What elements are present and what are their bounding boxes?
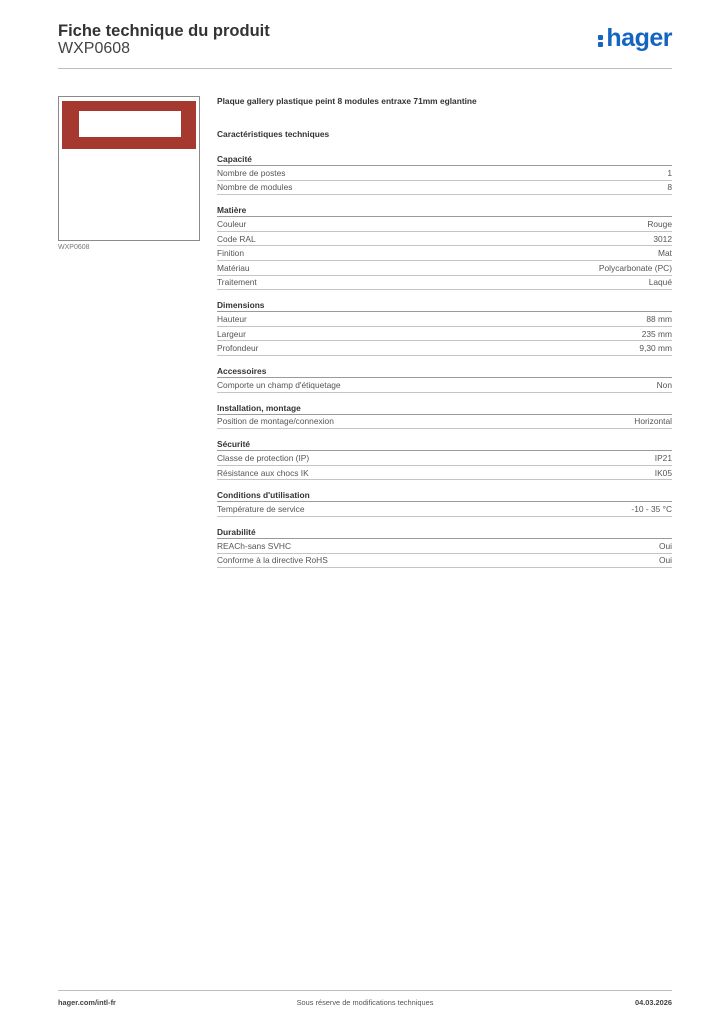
spec-value: 3012 [653, 233, 672, 244]
spec-label: Conforme à la directive RoHS [217, 555, 328, 566]
spec-row [217, 217, 672, 232]
spec-value: IP21 [654, 452, 672, 463]
spec-sections [217, 154, 672, 568]
spec-label: Résistance aux chocs IK [217, 467, 309, 478]
spec-row [217, 166, 672, 181]
spec-section [217, 300, 672, 356]
spec-row [217, 181, 672, 196]
logo-colon-icon [597, 27, 605, 49]
spec-row [217, 466, 672, 481]
footer-divider [58, 990, 672, 991]
spec-row [217, 261, 672, 276]
spec-label: Finition [217, 248, 244, 259]
spec-label: Traitement [217, 277, 257, 288]
specs-heading: Caractéristiques techniques [217, 129, 330, 139]
product-description: Plaque gallery plastique peint 8 modules entraxe 71mm eglantine [217, 96, 477, 106]
section-title: Conditions d'utilisation [217, 490, 672, 502]
spec-row [217, 451, 672, 466]
spec-row [217, 378, 672, 393]
section-title: Capacité [217, 154, 672, 166]
image-caption: WXP0608 [58, 244, 90, 251]
spec-label: Nombre de postes [217, 167, 286, 178]
spec-section [217, 439, 672, 480]
spec-row [217, 312, 672, 327]
footer-disclaimer: Sous réserve de modifications techniques [296, 998, 434, 1007]
section-title: Accessoires [217, 366, 672, 378]
spec-label: Hauteur [217, 313, 247, 324]
spec-row [217, 341, 672, 356]
spec-value: Rouge [647, 218, 672, 229]
spec-row [217, 276, 672, 291]
spec-label: REACh-sans SVHC [217, 540, 292, 551]
spec-label: Largeur [217, 328, 246, 339]
document-title: Fiche technique du produit [58, 22, 270, 40]
spec-section [217, 403, 672, 430]
spec-row [217, 246, 672, 261]
footer-date: 04.03.2026 [635, 998, 672, 1007]
spec-value: 8 [667, 182, 672, 193]
page-header [58, 22, 672, 70]
spec-label: Matériau [217, 262, 250, 273]
spec-label: Profondeur [217, 343, 259, 354]
plate-illustration [62, 101, 196, 149]
product-image [58, 96, 200, 241]
spec-label: Couleur [217, 218, 247, 229]
spec-value: IK05 [654, 467, 672, 478]
spec-value: Horizontal [634, 416, 672, 427]
spec-label: Classe de protection (IP) [217, 452, 310, 463]
spec-value: Mat [658, 248, 672, 259]
product-reference: WXP0608 [58, 40, 131, 57]
spec-section [217, 490, 672, 517]
spec-section [217, 366, 672, 393]
spec-row [217, 554, 672, 569]
spec-value: Polycarbonate (PC) [598, 262, 672, 273]
spec-value: 1 [667, 167, 672, 178]
spec-row [217, 232, 672, 247]
spec-row [217, 415, 672, 430]
section-title: Matière [217, 205, 672, 217]
spec-label: Position de montage/connexion [217, 416, 334, 427]
spec-row [217, 539, 672, 554]
section-title: Durabilité [217, 527, 672, 539]
spec-value: 88 mm [646, 313, 672, 324]
spec-label: Température de service [217, 504, 305, 515]
header-divider [58, 68, 672, 69]
hager-logo[interactable] [597, 24, 672, 53]
spec-section [217, 154, 672, 195]
section-title: Sécurité [217, 439, 672, 451]
spec-value: 9,30 mm [639, 343, 672, 354]
spec-content [217, 96, 672, 578]
page-footer [58, 998, 672, 1010]
plate-window [79, 111, 181, 137]
spec-label: Comporte un champ d'étiquetage [217, 379, 341, 390]
spec-section [217, 205, 672, 290]
section-title: Installation, montage [217, 403, 672, 415]
logo-text: hager [606, 24, 672, 52]
spec-row [217, 502, 672, 517]
spec-label: Nombre de modules [217, 182, 293, 193]
spec-value: Oui [658, 555, 672, 566]
footer-website[interactable]: hager.com/intl-fr [58, 998, 116, 1007]
spec-row [217, 327, 672, 342]
spec-value: Oui [658, 540, 672, 551]
spec-value: Laqué [648, 277, 672, 288]
spec-value: Non [656, 379, 672, 390]
spec-value: 235 mm [641, 328, 672, 339]
spec-section [217, 527, 672, 568]
spec-label: Code RAL [217, 233, 256, 244]
section-title: Dimensions [217, 300, 672, 312]
spec-value: -10 - 35 °C [631, 504, 672, 515]
